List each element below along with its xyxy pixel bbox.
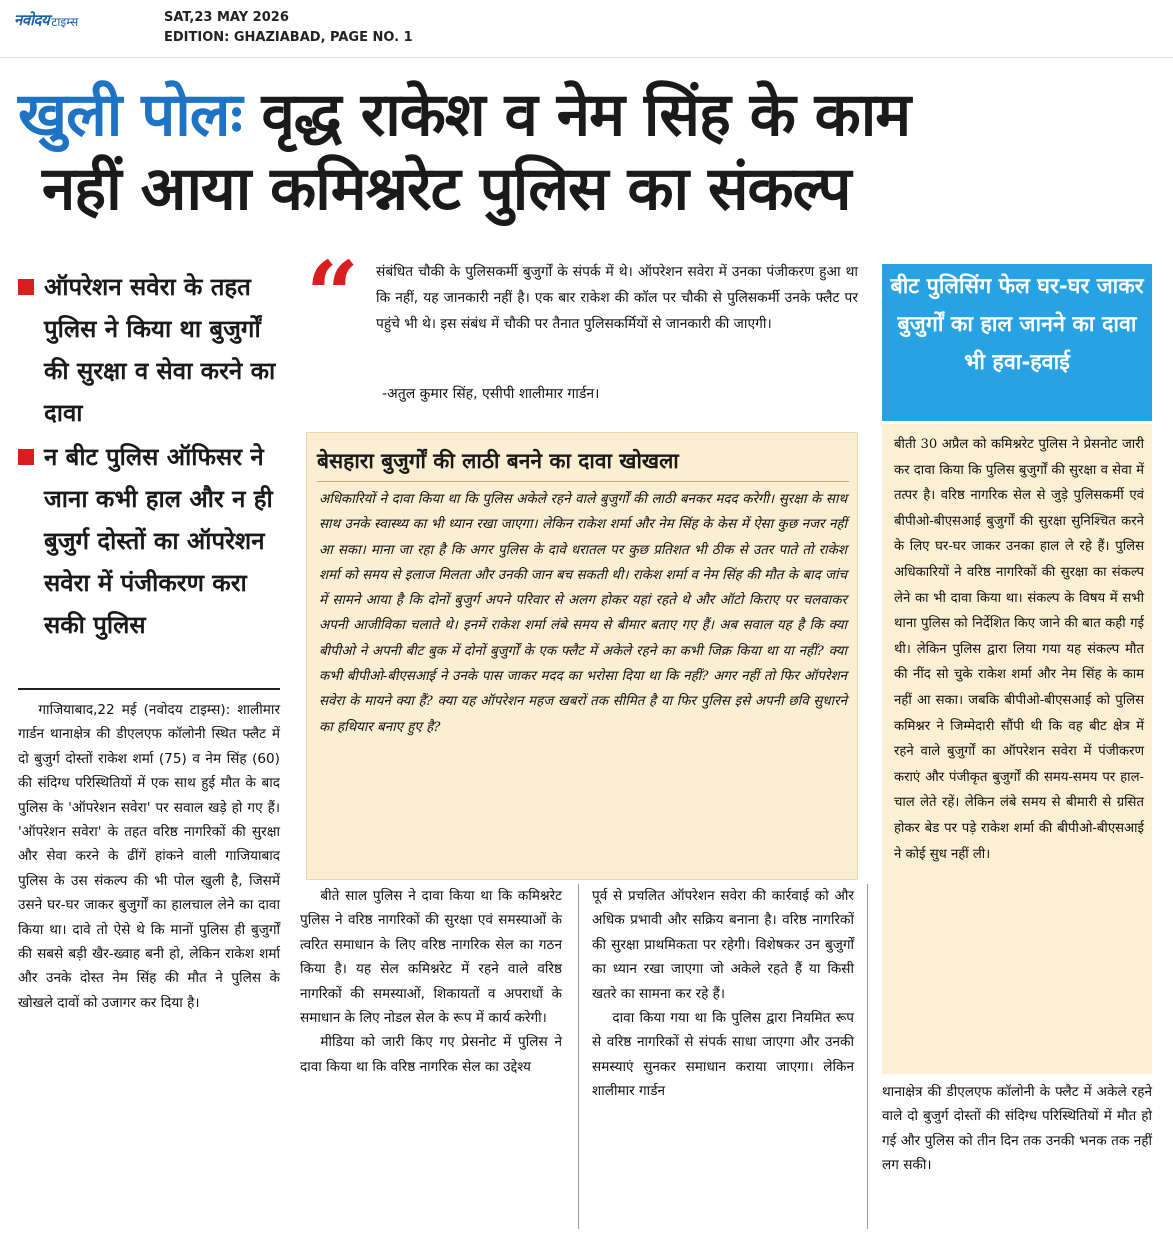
logo-main: नवोदय — [14, 11, 50, 29]
mid-column-1-para-1: बीते साल पुलिस ने दावा किया था कि कमिश्नरेट पुलिस ने वरिष्ठ नागरिकों की सुरक्षा एवं समस्याओं के त्वरित समाधान के लिए वरिष्ठ नागरिक सेल का गठन किया है। यह सेल कमिश्नरेट में रहने वाले वरिष्ठ नागरिकों की समस्याओं, शिकायतों व अपराधों के समाधान के लिए नोडल सेल के रूप में कार्य करेगी। — [300, 888, 562, 1027]
logo-sub: टाइम्स — [51, 15, 79, 29]
quote-box — [306, 241, 858, 416]
mid-column-1 — [300, 884, 562, 1079]
right-bottom-text: थानाक्षेत्र की डीएलएफ कॉलोनी के फ्लैट में अकेले रहने वाले दो बुजुर्ग दोस्तों की संदिग्ध परिस्थितियों में मौत हो गई और पुलिस को तीन दिन तक उनकी भनक तक नहीं लग सकी। — [882, 1084, 1152, 1174]
headline-line-2: नहीं आया कमिश्नरेट पुलिस का संकल्प — [42, 154, 851, 224]
right-bottom-story — [882, 1080, 1152, 1178]
bullet-square-icon — [18, 279, 34, 295]
mid-column-1-para-2: मीडिया को जारी किए गए प्रेसनोट में पुलिस ने दावा किया था कि वरिष्ठ नागरिक सेल का उद्देश्य — [300, 1034, 562, 1075]
highlight-item — [18, 266, 280, 434]
main-headline — [18, 78, 1168, 226]
highlight-item — [18, 436, 280, 646]
highlight-text: ऑपरेशन सवेरा के तहत पुलिस ने किया था बुजुर्गों की सुरक्षा व सेवा करने का दावा — [44, 273, 276, 427]
lead-story-text: गाजियाबाद,22 मई (नवोदय टाइम्स): शालीमार गार्डन थानाक्षेत्र की डीएलएफ कॉलोनी स्थित फ्लैट में दो बुजुर्ग दोस्तों राकेश शर्मा (75) व नेम सिंह (60) की संदिग्ध परिस्थितियों में एक साथ हुई मौत के बाद पुलिस के 'ऑपरेशन सवेरा' पर सवाल खड़े हो गए हैं। 'ऑपरेशन सवेरा' के तहत वरिष्ठ नागरिकों की सुरक्षा और सेवा करने के ढींगें हांकने वाली गाजियाबाद पुलिस के उस संकल्प की भी पोल खुली है, जिसमें उसने घर-घर जाकर बुजुर्गों का हालचाल लेने का दावा किया था। दावे तो ऐसे थे कि मानों पुलिस ही बुजुर्गों की सबसे बड़ी खैर-ख्वाह बनी हो, लेकिन राकेश शर्मा और उनके दोस्त नेम सिंह की मौत ने पुलिस के खोखले दावों को उजागर कर दिया है। — [18, 702, 280, 1011]
bullet-square-icon — [18, 449, 34, 465]
headline-tag: खुली पोलः — [18, 80, 242, 150]
highlight-text: न बीट पुलिस ऑफिसर ने जाना कभी हाल और न ही बुजुर्ग दोस्तों का ऑपरेशन सवेरा में पंजीकरण करा सकी पुलिस — [44, 443, 273, 639]
lead-story — [18, 698, 280, 1015]
beat-policing-text: बीती 30 अप्रैल को कमिश्नरेट पुलिस ने प्रेसनोट जारी कर दावा किया कि पुलिस बुजुर्गों की सुरक्षा व सेवा में तत्पर है। वरिष्ठ नागरिक सेल से जुड़े पुलिसकर्मी एवं बीपीओ-बीएसआई बुजुर्गों की सुरक्षा सुनिश्चित करने के लिए घर-घर जाकर उनका हाल ले रहे हैं। पुलिस अधिकारियों ने वरिष्ठ नागरिकों की सुरक्षा का संकल्प लेने का भी दावा किया था। संकल्प के विषय में सभी थाना पुलिस को निर्देशित किए जाने की बात कही गई थी। लेकिन पुलिस द्वारा लिया गया यह संकल्प मौत की नींद सो चुके राकेश शर्मा और नेम सिंह के काम नहीं आ सका। जबकि बीपीओ-बीएसआई को पुलिस कमिश्नर ने जिम्मेदारी सौंपी थी कि वह बीट क्षेत्र में रहने वाले बुजुर्गों का ऑपरेशन सवेरा में पंजीकरण कराएं और पंजीकृत बुजुर्गों की समय-समय पर हाल-चाल लेते रहें। लेकिन लंबे समय से बीमारी से ग्रसित होकर बेड पर पड़े राकेश शर्मा की बीपीओ-बीएसआई ने कोई सुध नहीं ली। — [894, 437, 1144, 862]
headline-line-1: वृद्ध राकेश व नेम सिंह के काम — [261, 80, 911, 150]
newspaper-logo[interactable] — [14, 6, 78, 30]
feature-text: अधिकारियों ने दावा किया था कि पुलिस अकेले रहने वाले बुजुर्गों की लाठी बनकर मदद करेगी। सुरक्षा के साथ साथ उनके स्वास्थ्य का भी ध्यान रखा जाएगा। लेकिन राकेश शर्मा और नेम सिंह के केस में ऐसा कुछ नजर नहीं आ सका। माना जा रहा है कि अगर पुलिस के दावे धरातल पर कुछ प्रतिशत भी ठीक से उतर पाते तो राकेश शर्मा को समय से इलाज मिलता और उनकी जान बच सकती थी। राकेश शर्मा व नेम सिंह की मौत के बाद जांच में सामने आया है कि दोनों बुजुर्ग अपने परिवार से अलग होकर यहां रहते थे और ऑटो किराए पर चलवाकर अपनी आजीविका चलाते थे। इनमें राकेश शर्मा लंबे समय से बीमार बताए गए हैं। अब सवाल यह है कि क्या बीपीओ ने अपनी बीट बुक में दोनों बुजुर्गों के एक फ्लैट में अकेले रहने का कभी जिक्र किया था या नहीं? क्या कभी बीपीओ-बीएसआई ने उनके पास जाकर मदद का भरोसा दिया था कि नहीं? अगर नहीं तो फिर ऑपरेशन सवेरा के मायने क्या हैं? क्या यह ऑपरेशन महज खबरों तक सीमित है या फिर पुलिस इसे अपनी छवि सुधारने का हथियार बनाए हुए है? — [319, 492, 847, 735]
beat-policing-box — [882, 264, 1152, 421]
column-divider — [578, 884, 579, 1229]
quote-attribution: -अतुल कुमार सिंह, एसीपी शालीमार गार्डन। — [382, 386, 600, 402]
beat-policing-title: बीट पुलिसिंग फेल घर-घर जाकर बुजुर्गों का हाल जानने का दावा भी हवा-हवाई — [890, 274, 1144, 375]
column-divider — [867, 884, 868, 1229]
beat-policing-body — [882, 424, 1152, 1074]
divider — [18, 688, 280, 690]
date-line: SAT,23 MAY 2026 — [164, 10, 289, 25]
masthead — [0, 0, 1173, 58]
quote-mark-icon: “ — [306, 241, 359, 349]
mid-column-2-para-2: दावा किया गया था कि पुलिस द्वारा नियमित रूप से वरिष्ठ नागरिकों से संपर्क साधा जाएगा और उनकी समस्याएं सुनकर समाधान कराया जाएगा। लेकिन शालीमार गार्डन — [592, 1010, 854, 1100]
mid-column-2-para-1: पूर्व से प्रचलित ऑपरेशन सवेरा की कार्रवाई को और अधिक प्रभावी और सक्रिय बनाना है। वरिष्ठ नागरिकों की सुरक्षा प्राथमिकता पर रहेगी। विशेषकर उन बुजुर्गों का ध्यान रखा जाएगा जो अकेले रहते हैं या किसी खतरे का सामना कर रहे हैं। — [592, 888, 854, 1002]
highlights — [18, 266, 280, 648]
edition-meta — [164, 8, 413, 48]
edition-line: EDITION: GHAZIABAD, PAGE NO. 1 — [164, 30, 413, 45]
feature-box — [306, 432, 858, 880]
feature-title: बेसहारा बुजुर्गों की लाठी बनने का दावा खोखला — [317, 443, 849, 482]
quote-text: संबंधित चौकी के पुलिसकर्मी बुजुर्गों के संपर्क में थे। ऑपरेशन सवेरा में उनका पंजीकरण हुआ था कि नहीं, यह जानकारी नहीं है। एक बार राकेश की कॉल पर चौकी से पुलिसकर्मी उनके फ्लैट पर पहुंचे भी थे। इस संबंध में चौकी पर तैनात पुलिसकर्मियों से जानकारी की जाएगी। — [376, 264, 858, 332]
mid-column-2 — [592, 884, 854, 1104]
